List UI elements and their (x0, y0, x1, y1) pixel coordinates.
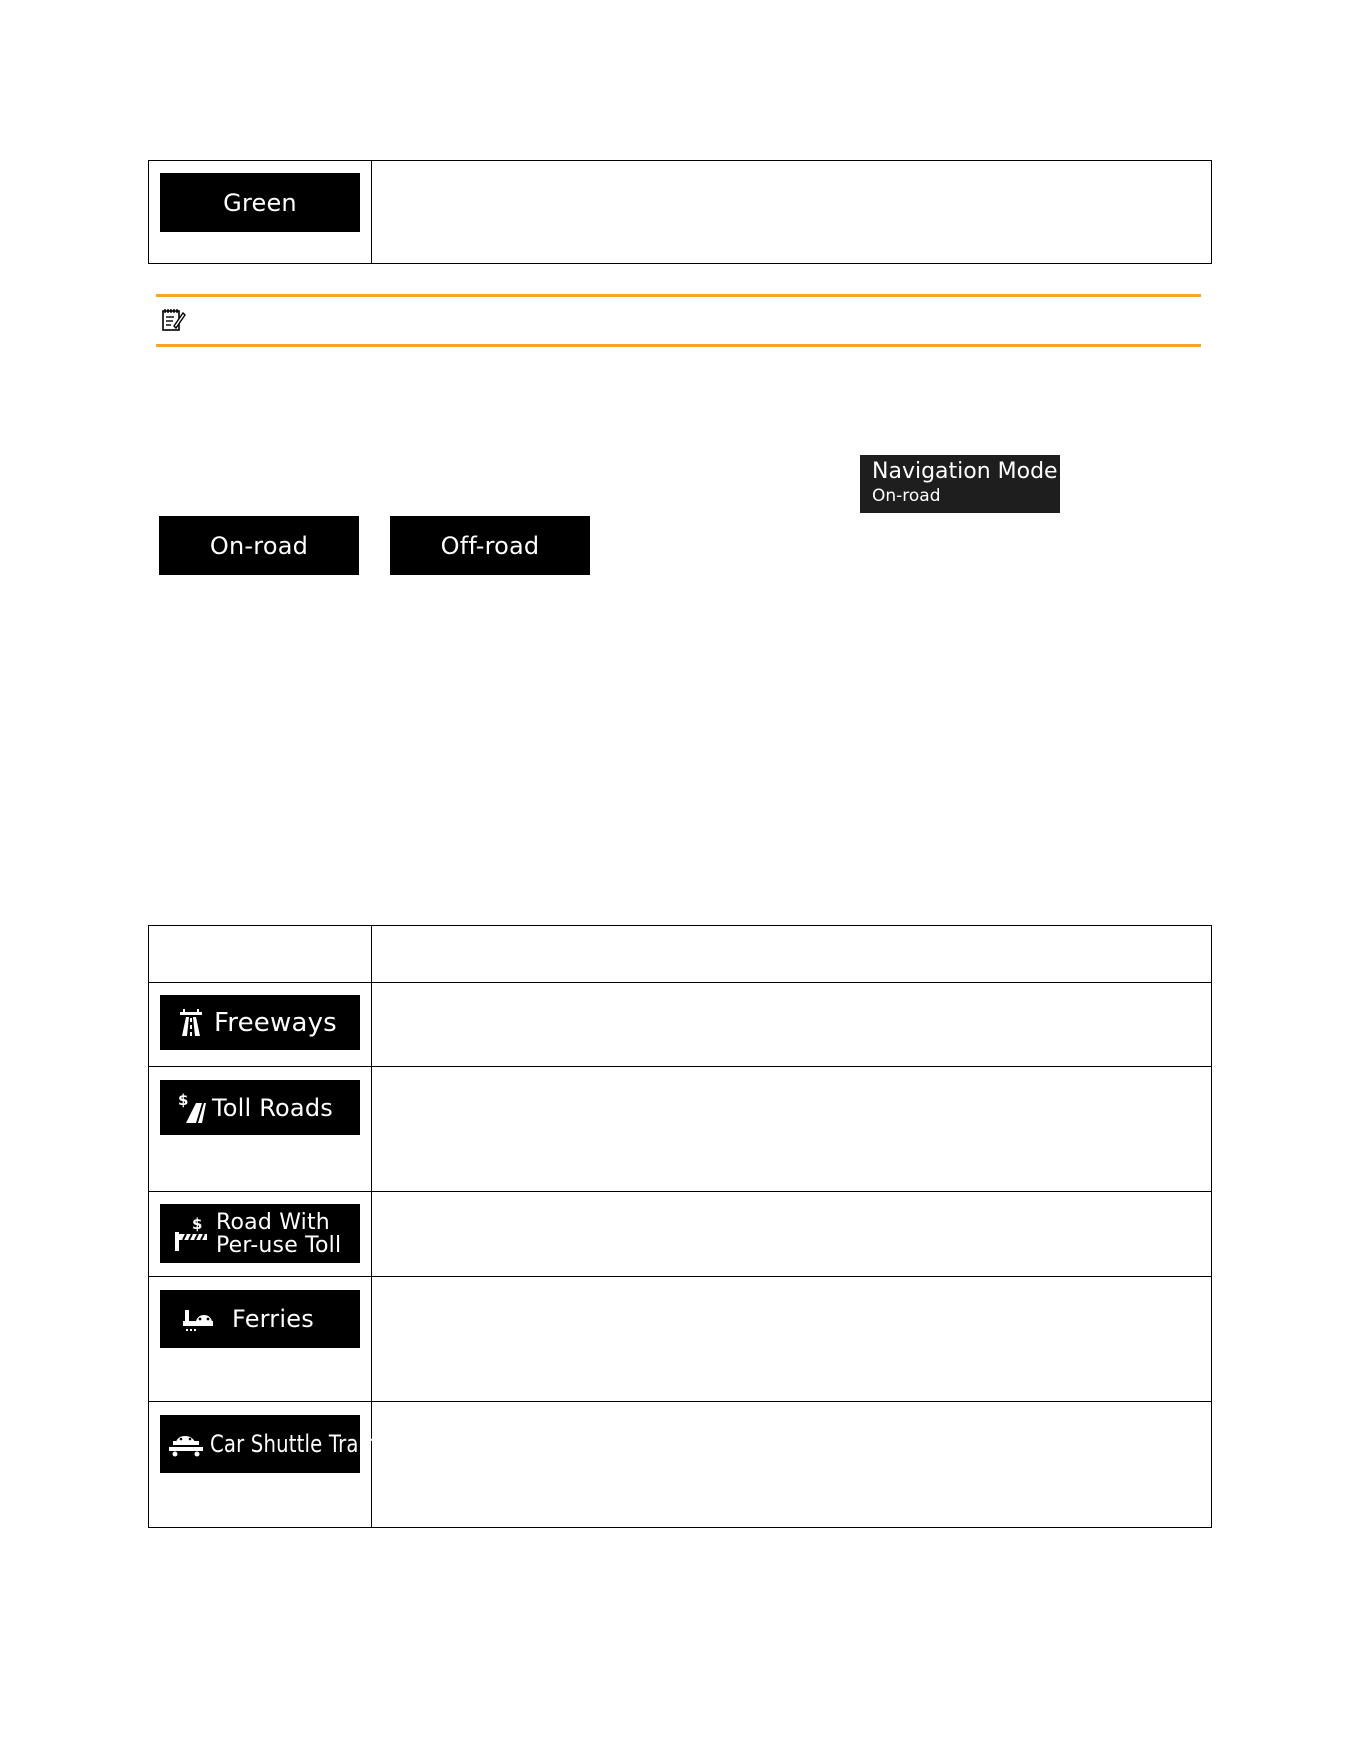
freeways-label: Freeways (214, 1007, 337, 1038)
navigation-mode-button[interactable] (860, 455, 1060, 513)
toll-roads-label: Toll Roads (212, 1093, 333, 1122)
on-road-button[interactable] (159, 516, 359, 575)
ferries-label: Ferries (232, 1305, 314, 1333)
road-types-table (148, 925, 1212, 1528)
colour-option-table (148, 160, 1212, 264)
ferries-button[interactable] (160, 1290, 360, 1348)
car-shuttle-train-icon (168, 1430, 204, 1458)
table-column-divider (371, 161, 372, 263)
car-shuttle-trains-label: Car Shuttle Trains (210, 1430, 388, 1458)
on-road-button-label: On-road (209, 531, 309, 560)
car-shuttle-trains-button[interactable] (160, 1415, 388, 1473)
off-road-button[interactable] (390, 516, 590, 575)
note-box (156, 294, 1201, 347)
table-row-divider (149, 1276, 1211, 1277)
green-button[interactable] (160, 173, 360, 232)
table-row-divider (149, 982, 1211, 983)
green-button-label: Green (223, 188, 297, 217)
page-bottom-edge (0, 1756, 1361, 1761)
table-row-divider (149, 1066, 1211, 1067)
road-with-per-use-toll-label (216, 1211, 341, 1257)
toll-road-icon (178, 1091, 206, 1125)
road-with-per-use-toll-label-line2: Per-use Toll (216, 1232, 342, 1258)
road-with-per-use-toll-button[interactable] (160, 1204, 360, 1263)
freeway-icon (178, 1008, 204, 1038)
toll-barrier-icon (174, 1215, 208, 1253)
road-with-per-use-toll-label-line1: Road With (216, 1209, 330, 1235)
off-road-button-label: Off-road (440, 531, 540, 560)
svg-text:$: $ (178, 1090, 189, 1109)
navigation-mode-title: Navigation Mode (872, 459, 1058, 484)
navigation-mode-value: On-road (872, 486, 941, 506)
note-icon (161, 307, 187, 333)
table-row-divider (149, 1191, 1211, 1192)
freeways-button[interactable] (160, 995, 360, 1050)
table-row-divider (149, 1401, 1211, 1402)
svg-text:$: $ (192, 1214, 203, 1233)
toll-roads-button[interactable] (160, 1080, 360, 1135)
ferry-icon (182, 1304, 216, 1334)
